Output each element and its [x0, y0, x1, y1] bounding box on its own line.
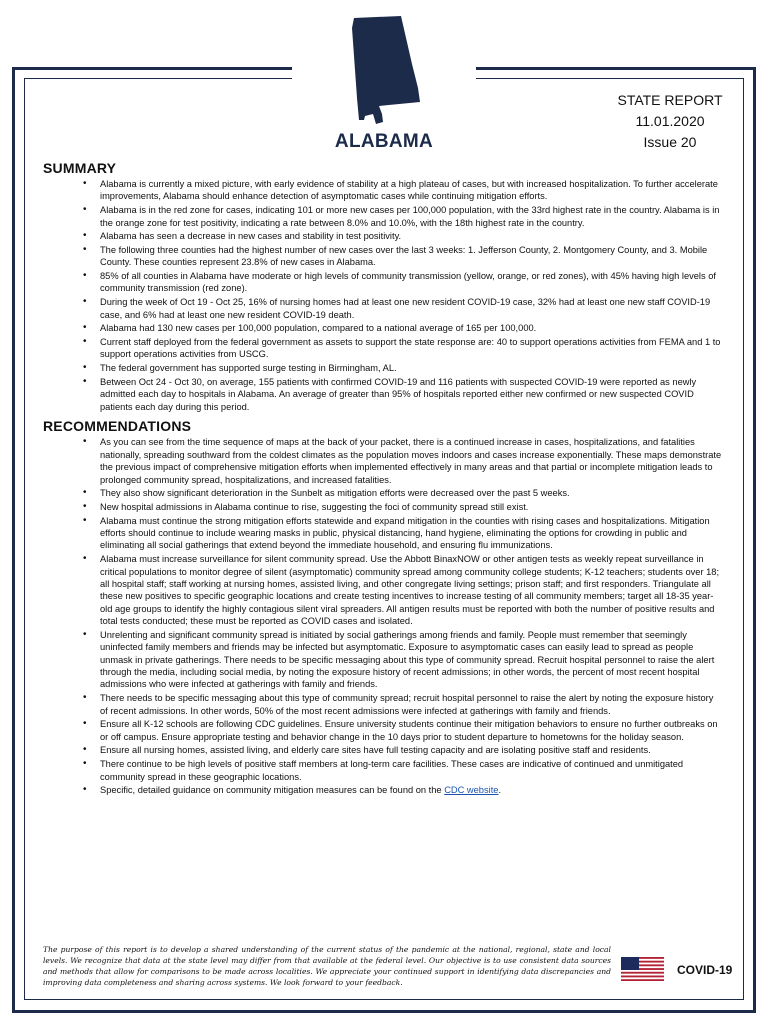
summary-item: • Alabama is in the red zone for cases, indicating 101 or more new cases per 100,000 population, with the 33rd highest rate in the country. Alabama is in the orange zone for test positivity, indicating a rate between 8.0% and 10.0%, with the 18th highest rate in the country.	[100, 204, 723, 229]
summary-item: • Between Oct 24 - Oct 30, on average, 155 patients with confirmed COVID-19 and 116 patients with suspected COVID-19 were reported as newly admitted each day to hospitals in Alabama. An average of greater than 95% of hospitals reported either new confirmed or new suspected COVID patients each day during this period.	[100, 376, 723, 413]
summary-item: • Alabama is currently a mixed picture, with early evidence of stability at a high plateau of cases, but with increased hospitalization. To further accelerate improvements, Alabama should enhance detection of asymptomatic cases while continuing mitigation efforts.	[100, 178, 723, 203]
summary-item: • The federal government has supported surge testing in Birmingham, AL.	[100, 362, 723, 374]
recommendation-item-cdc	[100, 784, 723, 796]
summary-item: • Alabama had 130 new cases per 100,000 population, compared to a national average of 165 per 100,000.	[100, 322, 723, 334]
report-title: STATE REPORT	[617, 92, 723, 108]
cdc-website-link[interactable]: CDC website	[444, 785, 499, 796]
recommendation-item: • Alabama must continue the strong mitigation efforts statewide and expand mitigation in the counties with rising cases and hospitalizations. Mitigation efforts should continue to include wearing masks in public, physical distancing, hand hygiene, eliminating the options for crowding in public and eliminating all social gatherings that extend beyond the immediate household, and ensuring flu immunizations.	[100, 515, 723, 552]
summary-item: • Alabama has seen a decrease in new cases and stability in test positivity.	[100, 230, 723, 242]
covid-label: COVID-19	[677, 963, 733, 977]
summary-item: • The following three counties had the highest number of new cases over the last 3 weeks: 1. Jefferson County, 2. Montgomery County, and 3. Mobile County. These counties represent 23.8% of new cases in Alabama.	[100, 244, 723, 269]
report-issue: Issue 20	[643, 134, 697, 150]
recommendation-item: • Ensure all K-12 schools are following CDC guidelines. Ensure university students continue their mitigation behaviors to ensure no further outbreaks on or off campus. Ensure appropriate testing and behavior change in the 10 days prior to student departure to hometowns for the holiday season.	[100, 718, 723, 743]
footer-disclaimer: The purpose of this report is to develop a shared understanding of the current status of the pandemic at the national, regional, state and local levels. We recognize that data at the state level may differ from that available at the federal level. Our objective is to use consistent data sources and methods that allow for comparisons to be made across localities. We appreciate your continued support in identifying data discrepancies and improving data completeness and sharing across systems. We look forward to your feedback.	[43, 945, 611, 987]
recommendation-item: • Unrelenting and significant community spread is initiated by social gatherings among friends and family. People must remember that seemingly uninfected family members and friends may be infected but asymptomatic. Exposure to asymptomatic cases can easily lead to spread as people unmask in private gatherings. There needs to be specific messaging about this type of community spread. Recruit hospital personnel to raise the alert through the media, including social media, by noting the exposure history of recent admissions; in other words, the percent of most recent hospital admissions who were infected at gatherings with family and friends.	[100, 629, 723, 691]
recommendations-list	[43, 436, 723, 796]
summary-item: • Current staff deployed from the federal government as assets to support the state response are: 40 to support operations activities from FEMA and 1 to support operations activities from USCG.	[100, 336, 723, 361]
recommendation-item: • As you can see from the time sequence of maps at the back of your packet, there is a continued increase in cases, hospitalizations, and fatalities nationally, spreading southward from the coldest climates as the population moves indoors and cases increase exponentially. These maps demonstrate the previous impact of comprehensive mitigation efforts when implemented effectively in many areas and that partial or incomplete mitigation leads to prolonged community spread, hospitalizations, and increased fatalities.	[100, 436, 723, 486]
us-flag-icon	[621, 957, 664, 981]
alabama-map-icon	[346, 16, 422, 128]
report-info	[600, 90, 740, 153]
report-content	[43, 160, 723, 798]
recommendation-item: • New hospital admissions in Alabama continue to rise, suggesting the foci of community spread still exist.	[100, 501, 723, 513]
recommendation-item: • Alabama must increase surveillance for silent community spread. Use the Abbott BinaxNOW or other antigen tests as weekly repeat surveillance in critical populations to monitor degree of silent (asymptomatic) community spread among community college students; K-12 teachers; students over 18; all hospital staff; staff working at nursing homes, assisted living, and other congregate living settings; prison staff; and first responders. Triangulate all these new positives to specific geographic locations and create testing incentives to increase testing of all community members; target all 18-35 year-old age groups to identify the highly contagious silent viral spreaders. All antigen results must be reported with both the number of positive results and total tests conducted; these must be reported as COVID cases and isolated.	[100, 553, 723, 627]
recommendation-item: • Ensure all nursing homes, assisted living, and elderly care sites have full testing capacity and are isolating positive staff and residents.	[100, 744, 723, 756]
summary-item: • During the week of Oct 19 - Oct 25, 16% of nursing homes had at least one new resident COVID-19 case, 32% had at least one new staff COVID-19 case, and 6% had at least one new resident COVID-19 death.	[100, 296, 723, 321]
cdc-suffix: .	[498, 785, 502, 796]
cdc-prefix: Specific, detailed guidance on community mitigation measures can be found on the	[100, 785, 445, 796]
state-name: ALABAMA	[334, 131, 434, 152]
report-date: 11.01.2020	[635, 113, 705, 129]
summary-heading: SUMMARY	[43, 160, 117, 176]
recommendation-item: • There needs to be specific messaging about this type of community spread; recruit hospital personnel to raise the alert by noting the exposure history of recent admissions. In other words, 50% of the most recent admissions were infected at gatherings with family and friends.	[100, 692, 723, 717]
recommendation-item: • They also show significant deterioration in the Sunbelt as mitigation efforts were decreased over the past 5 weeks.	[100, 487, 723, 499]
summary-item: • 85% of all counties in Alabama have moderate or high levels of community transmission (yellow, orange, or red zones), with 45% having high levels of community transmission (red zone).	[100, 270, 723, 295]
summary-list	[43, 178, 723, 413]
recommendation-item: • There continue to be high levels of positive staff members at long-term care facilities. These cases are indicative of continued and unmitigated community spread in these geographic locations.	[100, 758, 723, 783]
recommendations-heading: RECOMMENDATIONS	[43, 418, 192, 435]
